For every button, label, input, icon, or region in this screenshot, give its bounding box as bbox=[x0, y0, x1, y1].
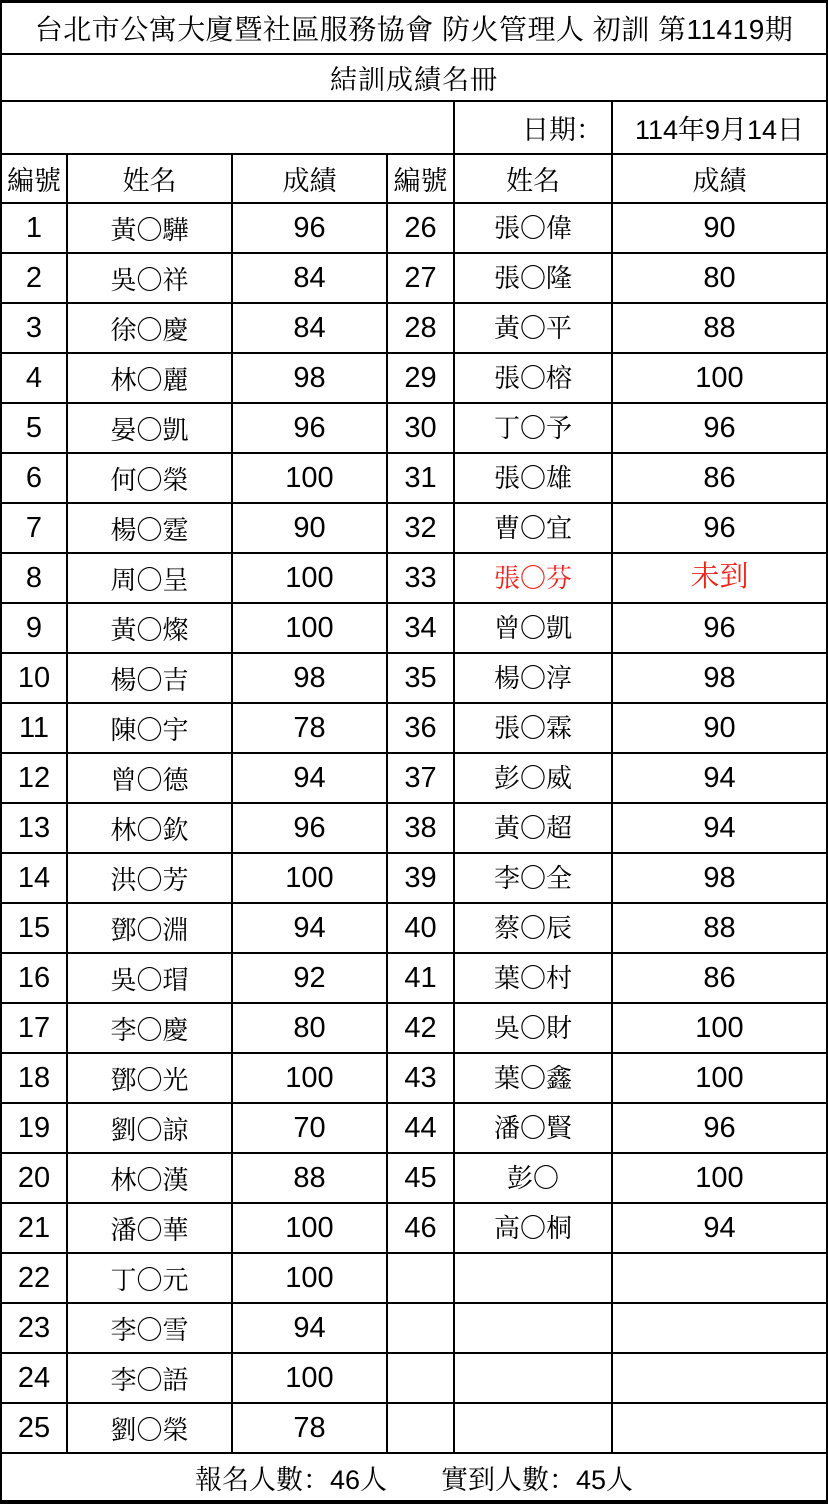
header-score-right: 成績 bbox=[613, 155, 826, 204]
attended-count: 實到人數：45人 bbox=[441, 1464, 634, 1495]
row-name-cell: 曹〇宜 bbox=[455, 504, 613, 554]
row-name-cell: 林〇漢 bbox=[68, 1154, 233, 1204]
row-no-cell: 9 bbox=[2, 604, 68, 654]
row-name-cell: 劉〇諒 bbox=[68, 1104, 233, 1154]
row-no-cell: 8 bbox=[2, 554, 68, 604]
row-no-cell: 46 bbox=[388, 1204, 455, 1254]
row-name-cell: 晏〇凱 bbox=[68, 404, 233, 454]
header-no-right: 編號 bbox=[388, 155, 455, 204]
row-score-cell bbox=[613, 1354, 826, 1404]
header-name-right: 姓名 bbox=[455, 155, 613, 204]
row-name-cell: 彭〇威 bbox=[455, 754, 613, 804]
row-score-cell: 100 bbox=[233, 454, 388, 504]
row-name-cell: 黃〇平 bbox=[455, 304, 613, 354]
row-score-cell: 100 bbox=[233, 604, 388, 654]
row-score-cell: 86 bbox=[613, 954, 826, 1004]
row-name-cell: 葉〇鑫 bbox=[455, 1054, 613, 1104]
row-name-cell: 鄧〇光 bbox=[68, 1054, 233, 1104]
row-no-cell: 36 bbox=[388, 704, 455, 754]
row-name-cell: 張〇雄 bbox=[455, 454, 613, 504]
row-name-cell: 黃〇驊 bbox=[68, 204, 233, 254]
row-name-cell: 何〇榮 bbox=[68, 454, 233, 504]
row-score-cell: 90 bbox=[613, 204, 826, 254]
row-name-cell bbox=[455, 1404, 613, 1454]
row-score-cell: 92 bbox=[233, 954, 388, 1004]
page-subtitle: 結訓成績名冊 bbox=[2, 55, 826, 102]
row-score-cell bbox=[613, 1404, 826, 1454]
row-name-cell: 楊〇淳 bbox=[455, 654, 613, 704]
signup-count: 報名人數：46人 bbox=[194, 1464, 387, 1495]
header-name-left: 姓名 bbox=[68, 155, 233, 204]
date-label: 日期： bbox=[455, 102, 613, 155]
row-name-cell bbox=[455, 1354, 613, 1404]
row-name-cell: 張〇偉 bbox=[455, 204, 613, 254]
row-score-cell: 94 bbox=[233, 904, 388, 954]
row-no-cell: 26 bbox=[388, 204, 455, 254]
row-name-cell: 鄧〇淵 bbox=[68, 904, 233, 954]
row-no-cell: 44 bbox=[388, 1104, 455, 1154]
row-score-cell: 100 bbox=[613, 1154, 826, 1204]
row-name-cell: 李〇雪 bbox=[68, 1304, 233, 1354]
row-name-cell: 吳〇祥 bbox=[68, 254, 233, 304]
row-no-cell: 43 bbox=[388, 1054, 455, 1104]
row-score-cell: 100 bbox=[613, 1054, 826, 1104]
row-score-cell: 100 bbox=[233, 1254, 388, 1304]
row-no-cell: 19 bbox=[2, 1104, 68, 1154]
row-no-cell: 33 bbox=[388, 554, 455, 604]
row-no-cell: 27 bbox=[388, 254, 455, 304]
row-score-cell bbox=[613, 1304, 826, 1354]
row-score-cell: 96 bbox=[613, 604, 826, 654]
row-score-cell: 94 bbox=[233, 754, 388, 804]
row-score-cell: 94 bbox=[233, 1304, 388, 1354]
row-score-cell: 96 bbox=[233, 204, 388, 254]
row-score-cell: 70 bbox=[233, 1104, 388, 1154]
row-name-cell: 黃〇燦 bbox=[68, 604, 233, 654]
row-score-cell: 100 bbox=[613, 354, 826, 404]
row-score-cell: 88 bbox=[613, 304, 826, 354]
row-score-cell: 86 bbox=[613, 454, 826, 504]
row-name-cell: 林〇麗 bbox=[68, 354, 233, 404]
footer-row bbox=[2, 1454, 826, 1500]
row-no-cell: 5 bbox=[2, 404, 68, 454]
row-score-cell: 90 bbox=[613, 704, 826, 754]
row-name-cell: 李〇慶 bbox=[68, 1004, 233, 1054]
row-no-cell: 7 bbox=[2, 504, 68, 554]
row-score-cell: 96 bbox=[233, 404, 388, 454]
row-no-cell: 2 bbox=[2, 254, 68, 304]
row-name-cell: 彭〇 bbox=[455, 1154, 613, 1204]
row-name-cell: 曾〇德 bbox=[68, 754, 233, 804]
row-name-cell: 周〇呈 bbox=[68, 554, 233, 604]
row-score-cell: 90 bbox=[233, 504, 388, 554]
row-score-cell: 96 bbox=[233, 804, 388, 854]
page-title: 台北市公寓大廈暨社區服務協會 防火管理人 初訓 第11419期 bbox=[2, 3, 826, 55]
row-name-cell: 張〇霖 bbox=[455, 704, 613, 754]
row-score-cell: 100 bbox=[233, 1204, 388, 1254]
row-no-cell: 6 bbox=[2, 454, 68, 504]
row-name-cell: 蔡〇辰 bbox=[455, 904, 613, 954]
row-no-cell: 32 bbox=[388, 504, 455, 554]
row-score-cell: 88 bbox=[233, 1154, 388, 1204]
row-no-cell bbox=[388, 1254, 455, 1304]
date-row-blank-cell bbox=[2, 102, 455, 155]
row-no-cell: 38 bbox=[388, 804, 455, 854]
row-name-cell: 楊〇霆 bbox=[68, 504, 233, 554]
row-name-cell bbox=[455, 1304, 613, 1354]
row-score-cell: 84 bbox=[233, 254, 388, 304]
row-score-cell: 98 bbox=[613, 654, 826, 704]
date-value: 114年9月14日 bbox=[613, 102, 826, 155]
row-no-cell: 24 bbox=[2, 1354, 68, 1404]
row-name-cell: 徐〇慶 bbox=[68, 304, 233, 354]
row-name-cell: 高〇桐 bbox=[455, 1204, 613, 1254]
row-name-cell: 丁〇元 bbox=[68, 1254, 233, 1304]
row-name-cell: 葉〇村 bbox=[455, 954, 613, 1004]
row-no-cell: 34 bbox=[388, 604, 455, 654]
row-name-cell: 林〇欽 bbox=[68, 804, 233, 854]
row-score-cell: 100 bbox=[233, 1054, 388, 1104]
row-name-cell: 吳〇瑁 bbox=[68, 954, 233, 1004]
row-name-cell: 丁〇予 bbox=[455, 404, 613, 454]
row-name-cell: 洪〇芳 bbox=[68, 854, 233, 904]
row-no-cell: 17 bbox=[2, 1004, 68, 1054]
row-no-cell: 1 bbox=[2, 204, 68, 254]
row-name-cell: 潘〇賢 bbox=[455, 1104, 613, 1154]
row-score-cell: 100 bbox=[233, 1354, 388, 1404]
row-no-cell: 23 bbox=[2, 1304, 68, 1354]
row-no-cell: 40 bbox=[388, 904, 455, 954]
row-no-cell: 14 bbox=[2, 854, 68, 904]
row-score-cell bbox=[613, 1254, 826, 1304]
row-no-cell: 31 bbox=[388, 454, 455, 504]
row-no-cell: 42 bbox=[388, 1004, 455, 1054]
row-name-cell: 張〇芬 bbox=[455, 554, 613, 604]
row-score-cell: 100 bbox=[233, 854, 388, 904]
row-score-cell: 96 bbox=[613, 1104, 826, 1154]
row-score-cell: 78 bbox=[233, 704, 388, 754]
row-no-cell: 15 bbox=[2, 904, 68, 954]
row-no-cell: 35 bbox=[388, 654, 455, 704]
row-no-cell: 29 bbox=[388, 354, 455, 404]
row-no-cell: 37 bbox=[388, 754, 455, 804]
row-score-cell: 78 bbox=[233, 1404, 388, 1454]
header-no-left: 編號 bbox=[2, 155, 68, 204]
row-score-cell: 96 bbox=[613, 504, 826, 554]
row-name-cell: 張〇隆 bbox=[455, 254, 613, 304]
row-no-cell: 41 bbox=[388, 954, 455, 1004]
row-score-cell: 100 bbox=[233, 554, 388, 604]
row-score-cell: 100 bbox=[613, 1004, 826, 1054]
row-no-cell: 11 bbox=[2, 704, 68, 754]
row-score-cell: 94 bbox=[613, 1204, 826, 1254]
row-name-cell: 劉〇榮 bbox=[68, 1404, 233, 1454]
row-score-cell: 80 bbox=[613, 254, 826, 304]
row-score-cell: 98 bbox=[233, 354, 388, 404]
row-no-cell bbox=[388, 1354, 455, 1404]
row-no-cell bbox=[388, 1304, 455, 1354]
row-score-cell: 98 bbox=[613, 854, 826, 904]
row-name-cell bbox=[455, 1254, 613, 1304]
row-no-cell: 10 bbox=[2, 654, 68, 704]
row-no-cell: 20 bbox=[2, 1154, 68, 1204]
row-name-cell: 黃〇超 bbox=[455, 804, 613, 854]
row-no-cell: 21 bbox=[2, 1204, 68, 1254]
row-score-cell: 80 bbox=[233, 1004, 388, 1054]
row-name-cell: 陳〇宇 bbox=[68, 704, 233, 754]
row-score-cell: 96 bbox=[613, 404, 826, 454]
row-no-cell: 39 bbox=[388, 854, 455, 904]
row-name-cell: 吳〇財 bbox=[455, 1004, 613, 1054]
row-name-cell: 李〇語 bbox=[68, 1354, 233, 1404]
row-no-cell: 4 bbox=[2, 354, 68, 404]
row-name-cell: 張〇榕 bbox=[455, 354, 613, 404]
roster-table bbox=[2, 3, 826, 1500]
row-no-cell: 16 bbox=[2, 954, 68, 1004]
row-no-cell: 30 bbox=[388, 404, 455, 454]
header-score-left: 成績 bbox=[233, 155, 388, 204]
row-score-cell: 94 bbox=[613, 754, 826, 804]
row-score-cell: 84 bbox=[233, 304, 388, 354]
row-name-cell: 李〇全 bbox=[455, 854, 613, 904]
row-name-cell: 潘〇華 bbox=[68, 1204, 233, 1254]
row-name-cell: 曾〇凱 bbox=[455, 604, 613, 654]
row-no-cell: 45 bbox=[388, 1154, 455, 1204]
row-name-cell: 楊〇吉 bbox=[68, 654, 233, 704]
row-score-cell: 88 bbox=[613, 904, 826, 954]
row-no-cell: 13 bbox=[2, 804, 68, 854]
row-no-cell: 18 bbox=[2, 1054, 68, 1104]
row-no-cell: 25 bbox=[2, 1404, 68, 1454]
row-no-cell bbox=[388, 1404, 455, 1454]
row-no-cell: 28 bbox=[388, 304, 455, 354]
row-no-cell: 3 bbox=[2, 304, 68, 354]
row-no-cell: 12 bbox=[2, 754, 68, 804]
row-score-cell: 94 bbox=[613, 804, 826, 854]
row-score-cell: 未到 bbox=[613, 554, 826, 604]
row-score-cell: 98 bbox=[233, 654, 388, 704]
row-no-cell: 22 bbox=[2, 1254, 68, 1304]
